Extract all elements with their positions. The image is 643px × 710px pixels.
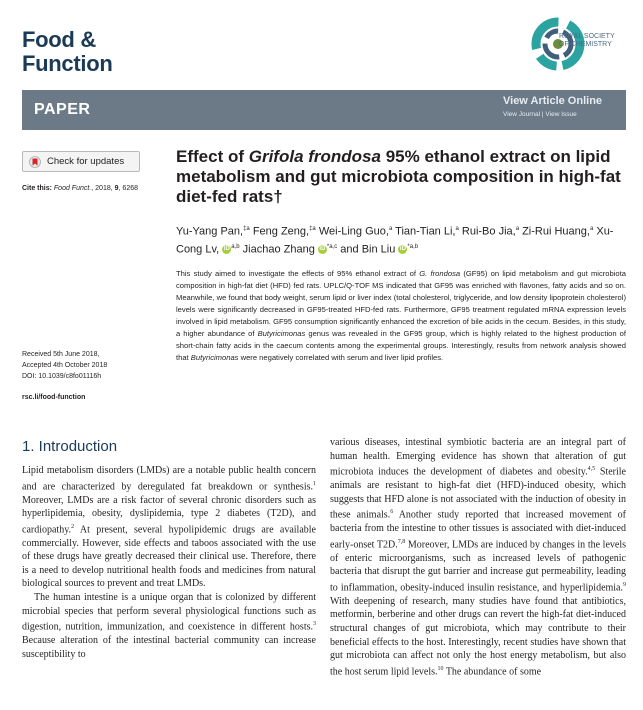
author-affiliation: ‡a xyxy=(309,226,316,232)
citation-ref[interactable]: 1 xyxy=(313,480,316,487)
paragraph xyxy=(22,591,316,661)
citation-volume: 9 xyxy=(114,185,119,192)
article-history xyxy=(22,349,107,382)
abstract-genus-1: Butyricimonas xyxy=(257,329,306,338)
abstract-text-3: genus was revealed in the GF95 group, which is highly related to the highest production of short-chain fatty acids in the caecum contents among the experimental groups. Interestingly, results from network analysis showed that xyxy=(176,329,626,362)
journal-name-line1: Food & xyxy=(22,27,96,52)
author-affiliation: ‡a xyxy=(243,226,250,232)
article-title-part2: 95% ethanol extract on lipid metabolism and gut microbiota composition in high-fat diet-fed rats† xyxy=(176,147,621,206)
article-title xyxy=(176,147,626,207)
view-links xyxy=(503,111,577,118)
para-text: Moreover, LMDs are a risk factor of several chronic disorders such as hyperlipidemia, obesity, dyslipidemia, type 2 diabetes (T2D), and cardiopathy. xyxy=(22,494,316,536)
author-affiliation: a xyxy=(515,226,520,232)
journal-short-link[interactable]: rsc.li/food-function xyxy=(22,394,86,401)
article-title-species: Grifola frondosa xyxy=(248,147,381,166)
author-affiliation: a xyxy=(455,226,459,232)
abstract-genus-2: Butyricimonas xyxy=(190,353,239,362)
section-heading: 1. Introduction xyxy=(22,438,118,455)
author-affiliation: a xyxy=(589,226,594,232)
citation-ref[interactable]: 6 xyxy=(390,509,394,516)
para-text: Sterile animals are resistant to high-fat diet (HFD)-induced obesity, which suggests that HFD alone is not associated with the induction of obesity in these animals. xyxy=(330,466,626,521)
view-article-online-link[interactable]: View Article Online xyxy=(503,95,603,107)
received-date: Received 5th June 2018, xyxy=(22,351,100,358)
body-column-left xyxy=(22,464,316,661)
abstract-text-1: This study aimed to investigate the effects of 95% ethanol extract of xyxy=(176,269,420,278)
journal-name xyxy=(22,28,112,76)
citation-ref[interactable]: 10 xyxy=(437,665,444,672)
author-affiliation: *a,b xyxy=(407,243,419,250)
citation-ref[interactable]: 2 xyxy=(71,523,75,530)
author-affiliation: a xyxy=(388,226,393,232)
article-type-label: PAPER xyxy=(34,101,91,118)
abstract-text-4: were negatively correlated with serum and liver lipid profiles. xyxy=(238,353,444,362)
view-links-separator: | xyxy=(540,111,546,118)
citation-year: , 2018, xyxy=(91,185,115,192)
author-name: Tian-Tian Li, xyxy=(392,225,456,238)
paragraph xyxy=(330,436,626,679)
author-name: Wei-Ling Guo, xyxy=(315,225,389,238)
author-name: Zi-Rui Huang, xyxy=(519,225,590,238)
author-affiliation: *a,c xyxy=(326,243,338,250)
author-name: Jiachao Zhang xyxy=(239,243,315,256)
publisher-name-line1: ROYAL SOCIETY xyxy=(559,33,615,40)
accepted-date: Accepted 4th October 2018 xyxy=(22,362,108,369)
publisher-name-line2: OF CHEMISTRY xyxy=(559,41,612,48)
author-affiliation: a,b xyxy=(231,243,240,250)
citation-ref[interactable]: 3 xyxy=(313,621,316,628)
citation-ref[interactable]: 4,5 xyxy=(587,466,596,473)
abstract xyxy=(176,268,626,364)
view-issue-link[interactable]: View Issue xyxy=(545,111,577,118)
author-list xyxy=(176,222,626,257)
view-journal-link[interactable]: View Journal xyxy=(503,111,541,118)
para-text: The human intestine is a unique organ that is colonized by different microbial species that perform several physiological functions such as digestion, nutrition, immunization, and coexistence in different hosts. xyxy=(22,592,316,633)
para-text: The abundance of some xyxy=(443,666,542,678)
abstract-species-1: G. frondosa xyxy=(419,269,461,278)
citation xyxy=(22,185,138,192)
abstract-text-2: (GF95) on lipid metabolism and gut microbiota composition in high-fat diet (HFD) fed rats. UPLC/Q-TOF MS indicated that GF95 was enriched with flavones, fatty acids and so on. Meanwhile, we found that body weight, serum lipid or liver index (total cholesterol, triglyceride, and low density lipoprotein cholesterol) levels were significantly decreased in GF95-treated HFD-fed rats. Furthermore, GF95 treatment regulated mRNA expression levels involved in lipid metabolism. GF95 consumption significantly enhanced the excretion of bile acids in the cecum. Besides, in this study, a higher abundance of xyxy=(176,269,626,338)
citation-ref[interactable]: 9 xyxy=(623,581,626,588)
journal-name-line2: Function xyxy=(22,51,113,76)
para-text: Because alteration of the intestinal bacterial community can increase susceptibility to xyxy=(22,635,316,660)
orcid-icon[interactable]: iD xyxy=(399,245,406,252)
para-text: various diseases, intestinal symbiotic bacteria are an integral part of human health. Emerging evidence has shown that alteration of gut microbiota induces the development of diabetes and obesity. xyxy=(330,437,626,478)
para-text: Moreover, LMDs are induced by changes in the levels of enteric microorganisms, such as increased levels of pathogenic bacteria that disrupt the gut barrier and increase gut permeability, leading to inflammation, obesity-induced insulin resistance, and hyperlipidemia. xyxy=(330,539,627,594)
body-column-right xyxy=(330,436,626,679)
check-for-updates-label: Check for updates xyxy=(47,156,125,167)
doi[interactable]: DOI: 10.1039/c8fo01116h xyxy=(22,373,102,380)
author-name: Xu-Cong Lv, xyxy=(176,225,614,256)
publisher-name xyxy=(559,33,615,49)
para-text: With deepening of research, many studies have found that antibiotics, metformin, berberine and other drugs can revert the high-fat diet-induced structural changes of gut microbiota, which may contribute to their beneficial effects to the host. Interestingly, recent studies have shown that gut microbiota can affect not only the host energy metabolism, but also the host serum lipid levels. xyxy=(330,595,626,678)
para-text: At present, several hypolipidemic drugs are available commercially. However, side effects and taboos associated with the use of these drugs have greatly decreased their clinical use. Therefore, there is a need to develop nutritional health foods and medicines from natural biological sources to prevent and treat LMDs. xyxy=(22,524,316,590)
article-title-part1: Effect of xyxy=(176,147,249,166)
citation-page: , 6268 xyxy=(118,185,138,192)
author-name: Feng Zeng, xyxy=(249,225,310,238)
para-text: Lipid metabolism disorders (LMDs) are a notable public health concern and are characterized by deregulated fat breakdown or synthesis. xyxy=(22,465,316,492)
citation-label: Cite this: xyxy=(22,185,52,192)
paragraph xyxy=(22,464,316,591)
author-name: and Bin Liu xyxy=(337,243,396,256)
orcid-icon[interactable]: iD xyxy=(223,245,230,252)
citation-ref[interactable]: 7,8 xyxy=(397,538,406,545)
crossmark-icon xyxy=(29,156,41,168)
citation-journal: Food Funct. xyxy=(53,185,92,192)
author-name: Rui-Bo Jia, xyxy=(458,225,516,238)
orcid-icon[interactable]: iD xyxy=(319,245,326,252)
para-text: Another study reported that increased movement of bacteria from the intestine to other tissues is associated with diet-induced early-onset T2D. xyxy=(330,509,626,551)
check-for-updates-button[interactable] xyxy=(22,151,140,172)
author-name: Yu-Yang Pan, xyxy=(176,225,244,238)
